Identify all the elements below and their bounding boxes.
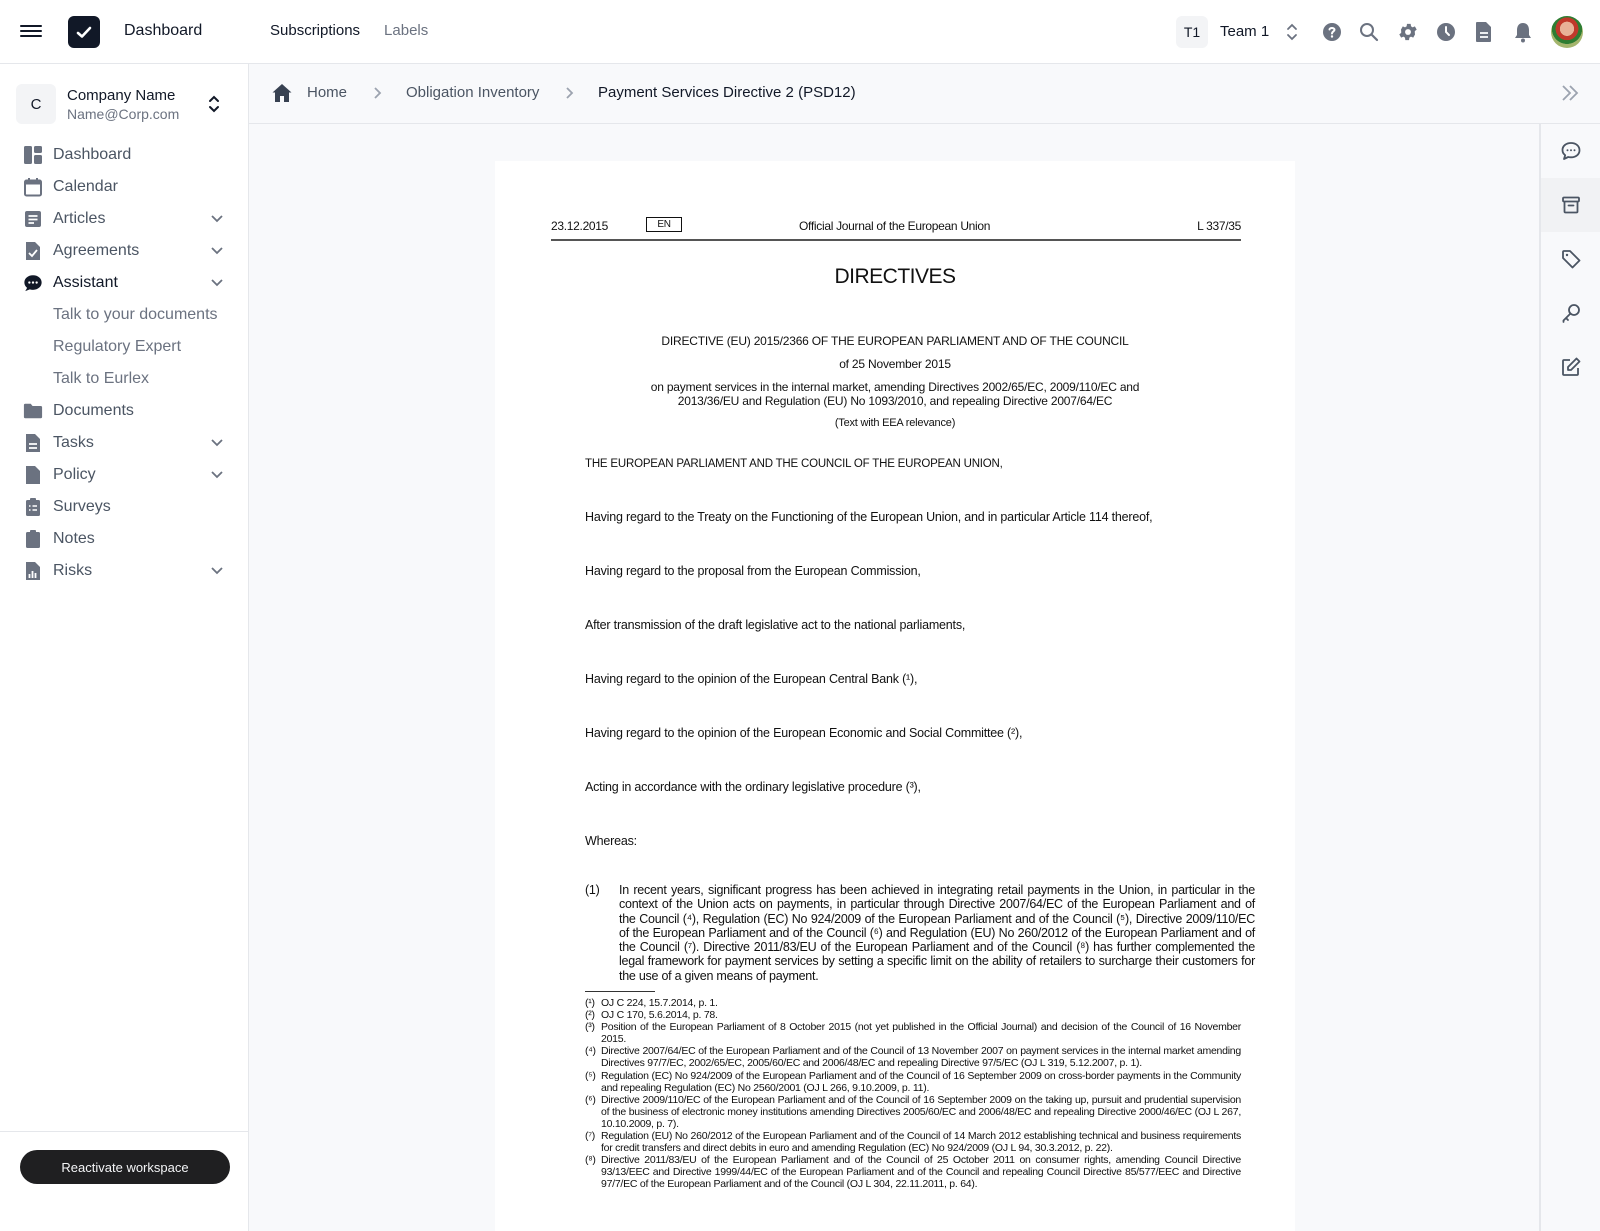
breadcrumb-obligation-inventory[interactable]: Obligation Inventory [406,84,540,101]
sidebar-item-label: Documents [53,402,134,419]
sidebar-item-label: Regulatory Expert [53,338,182,355]
breadcrumb-current: Payment Services Directive 2 (PSD12) [598,84,856,101]
notes-icon [23,529,43,549]
section-title: DIRECTIVES [834,265,956,288]
risks-icon [23,561,43,581]
footnote-number: (²) [585,1009,595,1022]
document-paragraph: Having regard to the proposal from the European Commission, [585,564,921,578]
language-badge: EN [646,217,682,232]
breadcrumb [249,64,1600,124]
sidebar-item-label: Notes [53,530,95,547]
sidebar-item-label: Surveys [53,498,111,515]
recital-number: (1) [585,883,600,897]
footnote-text: OJ C 224, 15.7.2014, p. 1. [601,997,718,1009]
footnote [585,1154,1241,1190]
sidebar-subitem-talk-to-your-documents[interactable] [0,299,249,331]
archive-icon [1560,194,1582,216]
directive-title: DIRECTIVE (EU) 2015/2366 OF THE EUROPEAN PARLIAMENT AND OF THE COUNCIL [661,334,1129,348]
bell-icon[interactable] [1511,20,1535,44]
edit-button[interactable] [1541,340,1600,394]
app-title[interactable]: Dashboard [124,22,203,39]
document-paragraph: Having regard to the opinion of the European Economic and Social Committee (²), [585,726,1023,740]
edit-icon [1560,356,1582,378]
company-switcher[interactable] [16,84,236,124]
sidebar-item-notes[interactable] [0,523,249,555]
directive-subject-line2: 2013/36/EU and Regulation (EU) No 1093/2010, and repealing Directive 2007/64/EC [677,394,1113,408]
footnote-number: (³) [585,1021,595,1034]
chevron-down-icon[interactable] [210,245,224,257]
footnote-number: (⁴) [585,1045,596,1058]
team-badge[interactable]: T1 [1176,16,1208,48]
document-icon[interactable] [1472,20,1496,44]
footnote-text: Directive 2009/110/EC of the European Parliament and of the Council of 16 September 2009 on the taking up, pursuit and prudential supervision of the business of electronic money institutions amending Directives 2005/60/EC and 2006/48/EC and repealing Directive 2000/46/EC (OJ L 267, 10.10.2009, p. 7). [601,1093,1241,1130]
company-name: Company Name [67,87,176,104]
sidebar-item-articles[interactable] [0,203,249,235]
sidebar-item-policy[interactable] [0,459,249,491]
sidebar-item-label: Talk to your documents [53,306,218,323]
clock-icon[interactable] [1434,20,1458,44]
document-viewer[interactable] [495,161,1295,1231]
footnote [585,1009,1241,1021]
sidebar-item-tasks[interactable] [0,427,249,459]
footnote-text: Directive 2007/64/EC of the European Parliament and of the Council of 13 November 2007 on payment services in the internal market amending Directives 97/7/EC, 2002/65/EC, 2005/60/EC and 2006/48/EC and repealing Directive 97/5/EC (OJ L 319, 5.12.2007, p. 1). [601,1045,1241,1070]
reactivate-workspace-button[interactable]: Reactivate workspace [20,1150,230,1184]
sidebar-item-label: Tasks [53,434,94,451]
footnote-text: Regulation (EU) No 260/2012 of the European Parliament and of the Council of 14 March 2012 establishing technical and business requirements for credit transfers and direct debits in euro and amending Regulation (EC) No 924/2009 (OJ L 94, 30.3.2012, p. 22). [601,1130,1241,1155]
sidebar-item-label: Talk to Eurlex [53,370,150,387]
tab-subscriptions[interactable]: Subscriptions [270,22,361,39]
top-nav [270,22,428,39]
tasks-icon [23,433,43,453]
key-icon [1560,302,1582,324]
footnote [585,1021,1241,1045]
footnote-number: (⁸) [585,1154,596,1167]
company-badge: C [16,84,56,124]
right-rail [1539,124,1600,1231]
archive-button[interactable] [1541,178,1600,232]
journal-reference: L 337/35 [1197,219,1241,233]
surveys-icon [23,497,43,517]
recital-text: In recent years, significant progress has been achieved in integrating retail payments in the Union, in particular in the context of the Union acts on payments, in particular through Directive 2007/64/EC of the European Parliament and of the Council (⁴), Regulation (EC) No 924/2009 of the European Parliament and of the Council (⁵), Directive 2009/110/EC of the European Parliament and of the Council (⁶) and Regulation (EU) No 260/2012 of the European Parliament and of the Council (⁷). Directive 2011/83/EU of the European Parliament and of the Council (⁸) has further complemented the legal framework for payment services by setting a specific limit on the ability of retailers to surcharge their customers for the use of a given means of payment. [619,883,1255,983]
help-icon[interactable] [1320,20,1344,44]
sidebar-nav [0,139,249,587]
footnote-text: Directive 2011/83/EU of the European Parliament and of the Council of 25 October 2011 on consumer rights, amending Council Directive 93/13/EEC and Directive 1999/44/EC of the European Parliament and of the Council and repealing Council Directive 85/577/EEC and Directive 97/7/EC of the European Parliament and of the Council (OJ L 304, 22.11.2011, p. 64). [601,1154,1241,1191]
user-avatar[interactable] [1551,16,1583,48]
footnote-text: Regulation (EC) No 924/2009 of the European Parliament and of the Council of 16 September 2009 on cross-border payments in the Community and repealing Regulation (EC) No 2560/2001 (OJ L 266, 9.10.2009, p. 11). [601,1069,1241,1094]
breadcrumb-home[interactable]: Home [307,84,348,101]
chevron-down-icon[interactable] [210,277,224,289]
company-email: Name@Corp.com [67,106,180,122]
sidebar-item-label: Risks [53,562,93,579]
journal-header [551,217,1241,241]
sidebar-item-surveys[interactable] [0,491,249,523]
footnote [585,1094,1241,1130]
policy-icon [23,465,43,485]
sidebar-item-label: Agreements [53,242,140,259]
sidebar-item-label: Calendar [53,178,118,195]
sidebar-item-dashboard[interactable] [0,139,249,171]
footnote [585,1045,1241,1069]
footnote [585,1070,1241,1094]
chevron-right-icon [565,86,575,100]
document-paragraph: Having regard to the Treaty on the Functioning of the European Union, and in particular Article 114 thereof, [585,510,1153,524]
journal-name: Official Journal of the European Union [799,219,991,233]
document-paragraph: Whereas: [585,834,637,848]
comment-button[interactable] [1541,124,1600,178]
document-paragraph: After transmission of the draft legislative act to the national parliaments, [585,618,966,632]
document-paragraph: Having regard to the opinion of the European Central Bank (¹), [585,672,918,686]
footnote-divider [585,991,655,992]
calendar-icon [23,177,43,197]
company-switch-chevrons-icon[interactable] [206,92,222,116]
sidebar-item-risks[interactable] [0,555,249,587]
top-bar [0,0,1600,64]
tag-button[interactable] [1541,232,1600,286]
footnote [585,1130,1241,1154]
footnote-text: Position of the European Parliament of 8 October 2015 (not yet published in the Official Journal) and decision of the Council of 16 November 2015. [601,1021,1241,1046]
sidebar-item-documents[interactable] [0,395,249,427]
double-chevron-right-icon[interactable] [1559,82,1581,104]
app-logo[interactable] [68,16,100,48]
document-paragraph: THE EUROPEAN PARLIAMENT AND THE COUNCIL OF THE EUROPEAN UNION, [585,458,1003,470]
chat-icon [23,273,43,293]
agreements-icon [23,241,43,261]
sidebar-item-agreements[interactable] [0,235,249,267]
main-content [249,64,1600,1231]
chevron-down-icon[interactable] [210,437,224,449]
checkmark-icon [75,23,93,41]
tag-icon [1560,248,1582,270]
sidebar-item-calendar[interactable] [0,171,249,203]
key-button[interactable] [1541,286,1600,340]
directive-subject-line1: on payment services in the internal market, amending Directives 2002/65/EC, 2009/110/EC and [650,380,1140,394]
home-icon[interactable] [271,82,293,104]
sidebar-item-label: Assistant [53,274,118,291]
directive-date: of 25 November 2015 [839,357,951,371]
sidebar [0,64,249,1231]
gear-icon[interactable] [1396,20,1420,44]
search-icon[interactable] [1357,20,1381,44]
comment-icon [1560,140,1582,162]
sidebar-item-assistant[interactable] [0,267,249,299]
document-paragraph: Acting in accordance with the ordinary legislative procedure (³), [585,780,921,794]
articles-icon [23,209,43,229]
chevron-down-icon[interactable] [210,213,224,225]
hamburger-menu-icon[interactable] [20,22,42,42]
footnote-text: OJ C 170, 5.6.2014, p. 78. [601,1009,718,1022]
chevron-down-icon[interactable] [210,469,224,481]
journal-date: 23.12.2015 [551,219,609,233]
team-switch-chevrons-icon[interactable] [1284,20,1300,44]
folder-icon [23,401,43,421]
sidebar-subitem-talk-to-eurlex[interactable] [0,363,249,395]
team-name[interactable]: Team 1 [1220,23,1270,40]
chevron-down-icon[interactable] [210,565,224,577]
tab-labels[interactable]: Labels [384,22,429,39]
sidebar-footer [0,1131,249,1231]
eea-relevance: (Text with EEA relevance) [834,417,956,429]
footnote-number: (¹) [585,997,595,1009]
footnote-number: (⁷) [585,1130,596,1143]
footnote-number: (⁶) [585,1093,596,1106]
sidebar-subitem-regulatory-expert[interactable] [0,331,249,363]
dashboard-icon [23,145,43,165]
footnote [585,997,1241,1009]
footnote-number: (⁵) [585,1069,596,1082]
chevron-right-icon [373,86,383,100]
sidebar-item-label: Policy [53,466,96,483]
footnotes [585,997,1241,1191]
sidebar-item-label: Articles [53,210,106,227]
sidebar-item-label: Dashboard [53,146,132,163]
